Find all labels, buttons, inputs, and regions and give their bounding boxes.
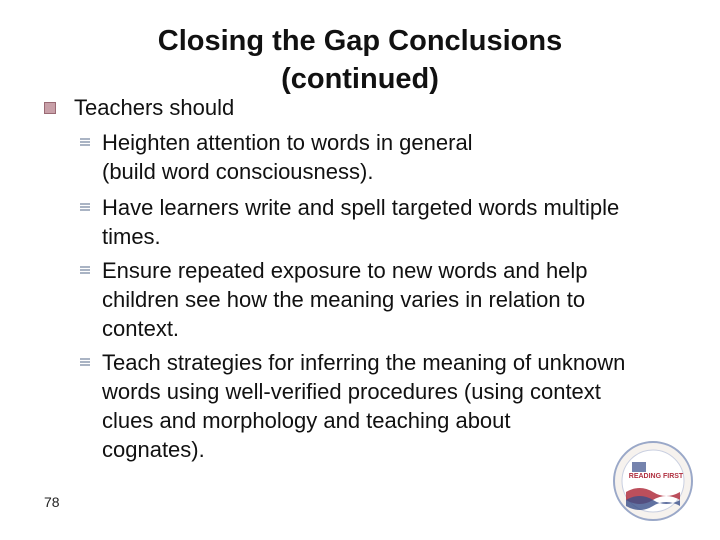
- striped-bullet-icon: [80, 358, 90, 366]
- bullet-2-line-1: Have learners write and spell targeted words multiple: [102, 195, 620, 220]
- bullet-1-line-1: Heighten attention to words in general: [102, 130, 473, 155]
- bullet-1-line-2: (build word consciousness).: [102, 159, 374, 184]
- bullet-4-line-1: Teach strategies for inferring the meaning of unknown: [102, 350, 626, 375]
- bullet-2-line-2: times.: [102, 224, 161, 249]
- level1-text: Teachers should: [74, 95, 235, 120]
- title-line-2: (continued): [281, 63, 439, 95]
- bullet-3-line-3: context.: [102, 316, 180, 341]
- square-bullet-icon: [44, 102, 56, 114]
- reading-first-seal-logo: [612, 440, 694, 522]
- bullet-4-line-4: cognates).: [102, 437, 205, 462]
- striped-bullet-icon: [80, 138, 90, 146]
- bullet-4-line-3: clues and morphology and teaching about: [102, 408, 511, 433]
- title-line-1: Closing the Gap Conclusions: [157, 25, 563, 57]
- bullet-4-line-2: words using well-verified procedures (using context: [102, 379, 601, 404]
- bullet-3-line-2: children see how the meaning varies in relation to: [102, 287, 586, 312]
- striped-bullet-icon: [80, 266, 90, 274]
- page-number: 78: [44, 494, 60, 510]
- slide-title: [100, 22, 620, 98]
- bullet-3-line-1: Ensure repeated exposure to new words and help: [102, 258, 588, 283]
- seal-text: READING FIRST: [628, 473, 684, 480]
- striped-bullet-icon: [80, 203, 90, 211]
